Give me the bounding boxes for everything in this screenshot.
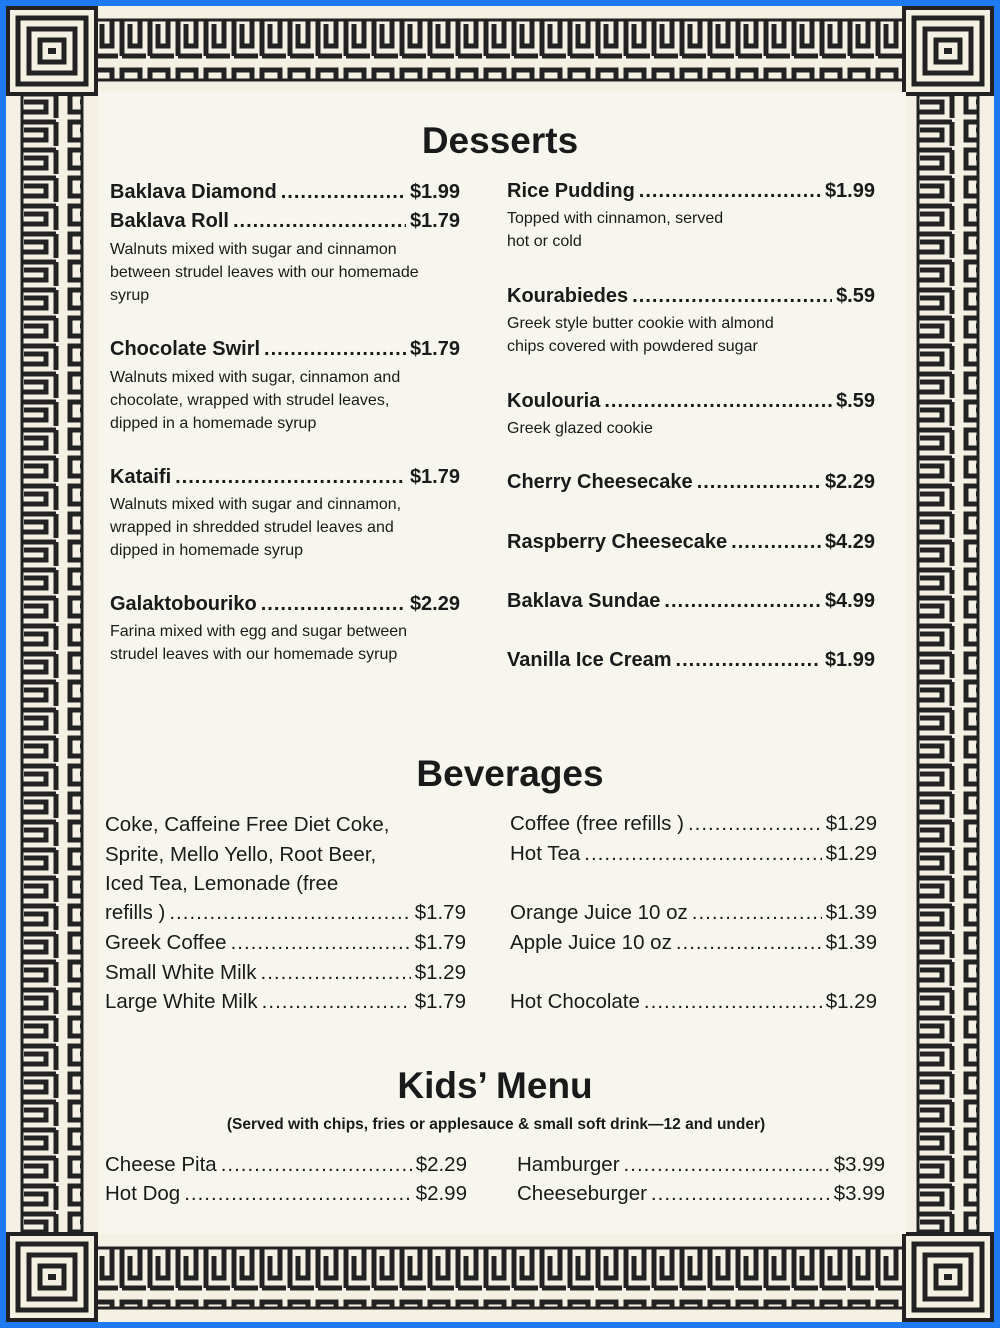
item-name: Hot Chocolate: [510, 990, 640, 1013]
item-price: $1.29: [825, 812, 877, 835]
item-price: $1.39: [825, 901, 877, 924]
item-name: Kataifi: [110, 466, 172, 488]
menu-item: [510, 901, 877, 925]
item-price: $1.79: [414, 931, 466, 954]
item-price: $1.99: [824, 180, 875, 202]
item-price: $1.39: [825, 931, 877, 954]
menu-item: [507, 285, 875, 308]
kids-menu-subtitle: (Served with chips, fries or applesauce & small soft drink—12 and under): [226, 1116, 766, 1133]
item-description: [110, 620, 407, 666]
item-name: Coffee (free refills ): [510, 812, 684, 835]
item-price: $1.79: [414, 990, 466, 1013]
item-name: Koulouria: [507, 390, 601, 412]
item-price: $2.99: [415, 1182, 467, 1205]
item-price: $1.99: [409, 181, 460, 203]
item-description: [507, 417, 653, 440]
menu-item: [517, 1153, 885, 1177]
item-name: Raspberry Cheesecake: [507, 531, 728, 553]
description-line: Greek glazed cookie: [507, 420, 653, 437]
item-name: Rice Pudding: [507, 180, 635, 202]
menu-item: [510, 812, 877, 836]
item-price: $1.79: [409, 210, 460, 232]
description-line: Walnuts mixed with sugar and cinnamon,: [110, 496, 402, 513]
menu-item: [507, 590, 875, 613]
item-name: Hot Tea: [510, 842, 581, 865]
item-price: $1.29: [414, 961, 466, 984]
menu-item: [507, 390, 875, 413]
menu-item: [110, 181, 460, 204]
item-price: $.59: [836, 390, 875, 412]
beverages-heading: Beverages: [416, 753, 604, 794]
item-name: Cherry Cheesecake: [507, 471, 693, 493]
description-line: Greek style butter cookie with almond: [507, 315, 774, 332]
soda-line: Iced Tea, Lemonade (free: [105, 872, 339, 895]
soda-line: Coke, Caffeine Free Diet Coke,: [105, 813, 390, 836]
description-line: Walnuts mixed with sugar and cinnamon: [110, 241, 397, 258]
item-name: Vanilla Ice Cream: [507, 649, 672, 671]
menu-item: [507, 531, 875, 554]
item-name: Baklava Diamond: [110, 181, 277, 203]
menu-item: [510, 931, 877, 955]
description-line: chips covered with powdered sugar: [507, 338, 758, 355]
item-price: $1.79: [409, 338, 460, 360]
menu-item: [105, 931, 466, 955]
menu-item: [110, 593, 460, 616]
soda-list: [105, 810, 389, 899]
item-description: [507, 207, 723, 253]
item-name: Orange Juice 10 oz: [510, 901, 688, 924]
description-line: dipped in a homemade syrup: [110, 415, 317, 432]
item-price: $3.99: [833, 1182, 885, 1205]
item-price: $2.29: [409, 593, 460, 615]
item-description: [110, 366, 400, 435]
item-name: Apple Juice 10 oz: [510, 931, 672, 954]
menu-item: [105, 990, 466, 1014]
menu-item: [110, 338, 460, 361]
item-price: $1.99: [824, 649, 875, 671]
item-name: Small White Milk: [105, 961, 257, 984]
description-line: Walnuts mixed with sugar, cinnamon and: [110, 369, 401, 386]
menu-item: [510, 842, 877, 866]
description-line: dipped in homemade syrup: [110, 542, 304, 559]
item-description: [110, 238, 419, 307]
item-price: $3.99: [833, 1153, 885, 1176]
item-name: Hot Dog: [105, 1182, 181, 1205]
menu-item: [105, 1182, 467, 1206]
item-name: refills ): [105, 901, 166, 924]
item-name: Chocolate Swirl: [110, 338, 261, 360]
menu-item: [517, 1182, 885, 1206]
item-price: $4.29: [824, 531, 875, 553]
menu-item: [507, 471, 875, 494]
menu-item: [105, 901, 466, 925]
description-line: between strudel leaves with our homemade: [110, 264, 419, 281]
item-name: Baklava Roll: [110, 210, 229, 232]
menu-item: [105, 1153, 467, 1177]
description-line: Topped with cinnamon, served: [507, 210, 724, 227]
description-line: chocolate, wrapped with strudel leaves,: [110, 392, 390, 409]
item-name: Hamburger: [517, 1153, 620, 1176]
item-price: $1.79: [409, 466, 460, 488]
item-name: Large White Milk: [105, 990, 258, 1013]
menu-item: [110, 210, 460, 233]
item-price: $4.99: [824, 590, 875, 612]
item-price: $.59: [836, 285, 875, 307]
menu-item: [507, 180, 875, 203]
item-description: [507, 312, 774, 358]
menu-item: [110, 466, 460, 489]
menu-item: [105, 961, 466, 985]
description-line: wrapped in shredded strudel leaves and: [110, 519, 394, 536]
description-line: syrup: [110, 287, 150, 304]
item-name: Kourabiedes: [507, 285, 629, 307]
item-name: Greek Coffee: [105, 931, 227, 954]
description-line: hot or cold: [507, 233, 582, 250]
item-name: Baklava Sundae: [507, 590, 661, 612]
desserts-heading: Desserts: [421, 120, 579, 161]
item-description: [110, 493, 401, 562]
item-price: $2.29: [415, 1153, 467, 1176]
item-price: $1.79: [414, 901, 466, 924]
item-price: $1.29: [825, 842, 877, 865]
soda-line: Sprite, Mello Yello, Root Beer,: [105, 842, 377, 866]
description-line: strudel leaves with our homemade syrup: [110, 646, 398, 663]
description-line: Farina mixed with egg and sugar between: [110, 623, 408, 640]
item-name: Galaktobouriko: [110, 593, 257, 615]
item-name: Cheeseburger: [517, 1182, 647, 1205]
item-price: $1.29: [825, 990, 877, 1013]
item-price: $2.29: [824, 471, 875, 493]
menu-item: [510, 990, 877, 1014]
menu-item: [507, 649, 875, 672]
item-name: Cheese Pita: [105, 1153, 217, 1176]
kids-menu-heading: Kids’ Menu: [397, 1065, 593, 1106]
